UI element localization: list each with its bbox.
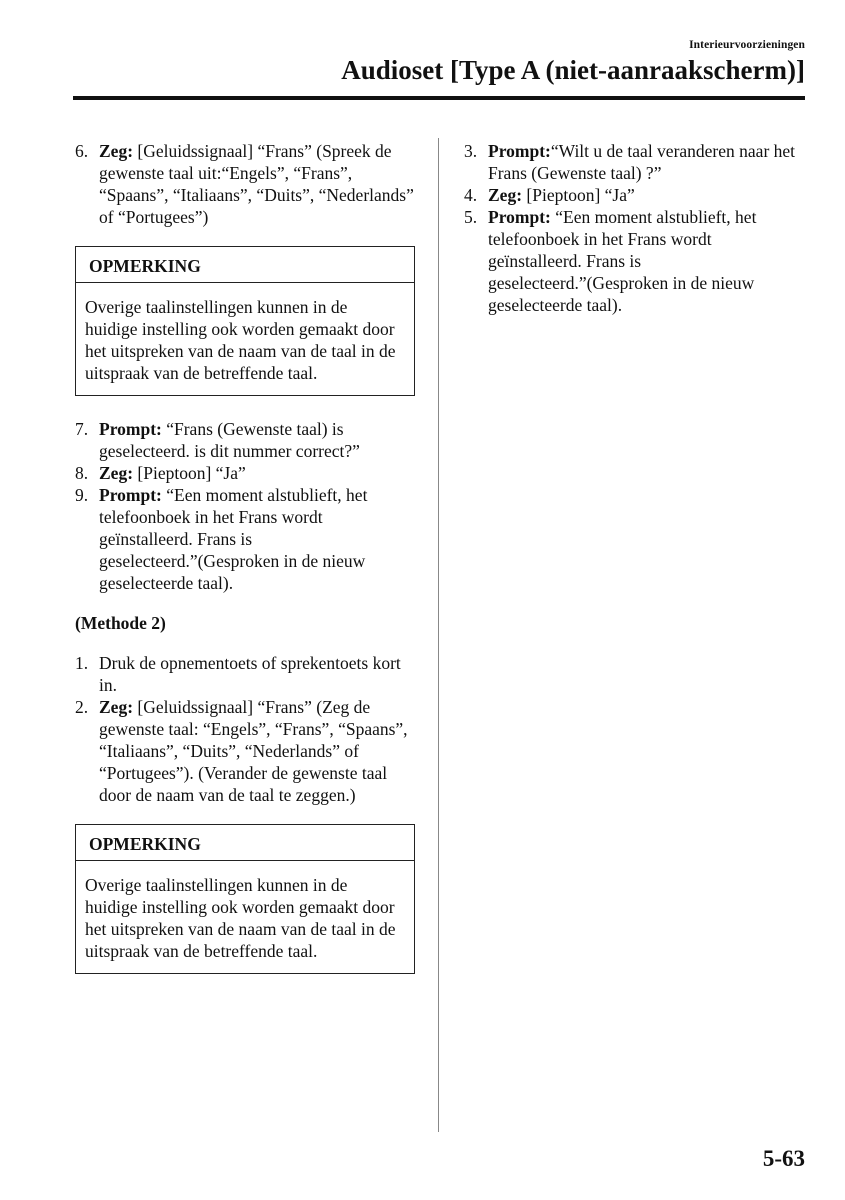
page-title: Audioset [Type A (niet-aanraakscherm)] xyxy=(341,55,805,85)
step-text xyxy=(488,206,809,316)
column-divider xyxy=(438,138,439,1132)
step-content: [Pieptoon] “Ja” xyxy=(522,185,635,205)
step-text xyxy=(99,484,415,594)
step-label: Prompt: xyxy=(99,419,162,439)
step-number: 9. xyxy=(75,485,89,505)
method-heading: (Methode 2) xyxy=(75,613,166,633)
page-number: 5-63 xyxy=(762,1146,805,1171)
step-item-5 xyxy=(464,206,809,316)
right-column xyxy=(464,140,809,316)
step-item-3 xyxy=(464,140,809,184)
step-item-6 xyxy=(75,140,415,228)
step-label: Zeg: xyxy=(99,463,134,483)
step-text xyxy=(99,696,415,806)
step-content: [Geluidssignaal] “Frans” (Zeg de gewenste taal: “Engels”, “Frans”, “Spaans”, “Italiaans”, “Duits”, “Nederlands” of “Portugees”). (Verander de gewenste taal door de naam van de taal te zeggen.) xyxy=(99,697,408,805)
step-item-9 xyxy=(75,484,415,594)
step-content: Druk de opnementoets of sprekentoets kort in. xyxy=(99,653,401,695)
step-text xyxy=(488,184,809,206)
header-rule xyxy=(73,96,805,100)
note-text: Overige taalinstellingen kunnen in de huidige instelling ook worden gemaakt door het uitspreken van de naam van de taal in de uitspraak van de betreffende taal. xyxy=(85,297,396,383)
step-text xyxy=(488,140,809,184)
step-number: 6. xyxy=(75,141,89,161)
step-number: 3. xyxy=(464,141,478,161)
step-content: [Geluidssignaal] “Frans” (Spreek de gewenste taal uit:“Engels”, “Frans”, “Spaans”, “Italiaans”, “Duits”, “Nederlands” of “Portugees”) xyxy=(99,141,414,227)
step-text xyxy=(99,652,415,696)
step-label: Prompt: xyxy=(99,485,162,505)
step-content: “Frans (Gewenste taal) is geselecteerd. is dit nummer correct?” xyxy=(99,419,360,461)
note-text: Overige taalinstellingen kunnen in de huidige instelling ook worden gemaakt door het uitspreken van de naam van de taal in de uitspraak van de betreffende taal. xyxy=(85,875,396,961)
left-column xyxy=(75,140,415,974)
note-heading: OPMERKING xyxy=(76,247,414,283)
step-number: 7. xyxy=(75,419,89,439)
step-text xyxy=(99,418,415,462)
step-number: 4. xyxy=(464,185,478,205)
step-number: 8. xyxy=(75,463,89,483)
note-heading: OPMERKING xyxy=(76,825,414,861)
step-text xyxy=(99,140,415,228)
section-label: Interieurvoorzieningen xyxy=(689,39,805,51)
step-text xyxy=(99,462,415,484)
step-content: [Pieptoon] “Ja” xyxy=(133,463,246,483)
note-box xyxy=(75,824,415,974)
step-item-1 xyxy=(75,652,415,696)
step-item-4 xyxy=(464,184,809,206)
step-number: 2. xyxy=(75,697,89,717)
step-content: “Wilt u de taal veranderen naar het Frans (Gewenste taal) ?” xyxy=(488,141,796,183)
step-item-2 xyxy=(75,696,415,806)
step-label: Zeg: xyxy=(488,185,523,205)
step-number: 1. xyxy=(75,653,89,673)
step-label: Zeg: xyxy=(99,141,134,161)
step-item-7 xyxy=(75,418,415,462)
note-box xyxy=(75,246,415,396)
step-label: Prompt: xyxy=(488,207,551,227)
step-number: 5. xyxy=(464,207,478,227)
step-content: “Een moment alstublieft, het telefoonboek in het Frans wordt geïnstalleerd. Frans is geselecteerd.”(Gesproken in de nieuw geselecteerde taal). xyxy=(488,207,757,315)
step-item-8 xyxy=(75,462,415,484)
step-label: Prompt: xyxy=(488,141,551,161)
step-content: “Een moment alstublieft, het telefoonboek in het Frans wordt geïnstalleerd. Frans is geselecteerd.”(Gesproken in de nieuw geselecteerde taal). xyxy=(99,485,368,593)
step-label: Zeg: xyxy=(99,697,134,717)
